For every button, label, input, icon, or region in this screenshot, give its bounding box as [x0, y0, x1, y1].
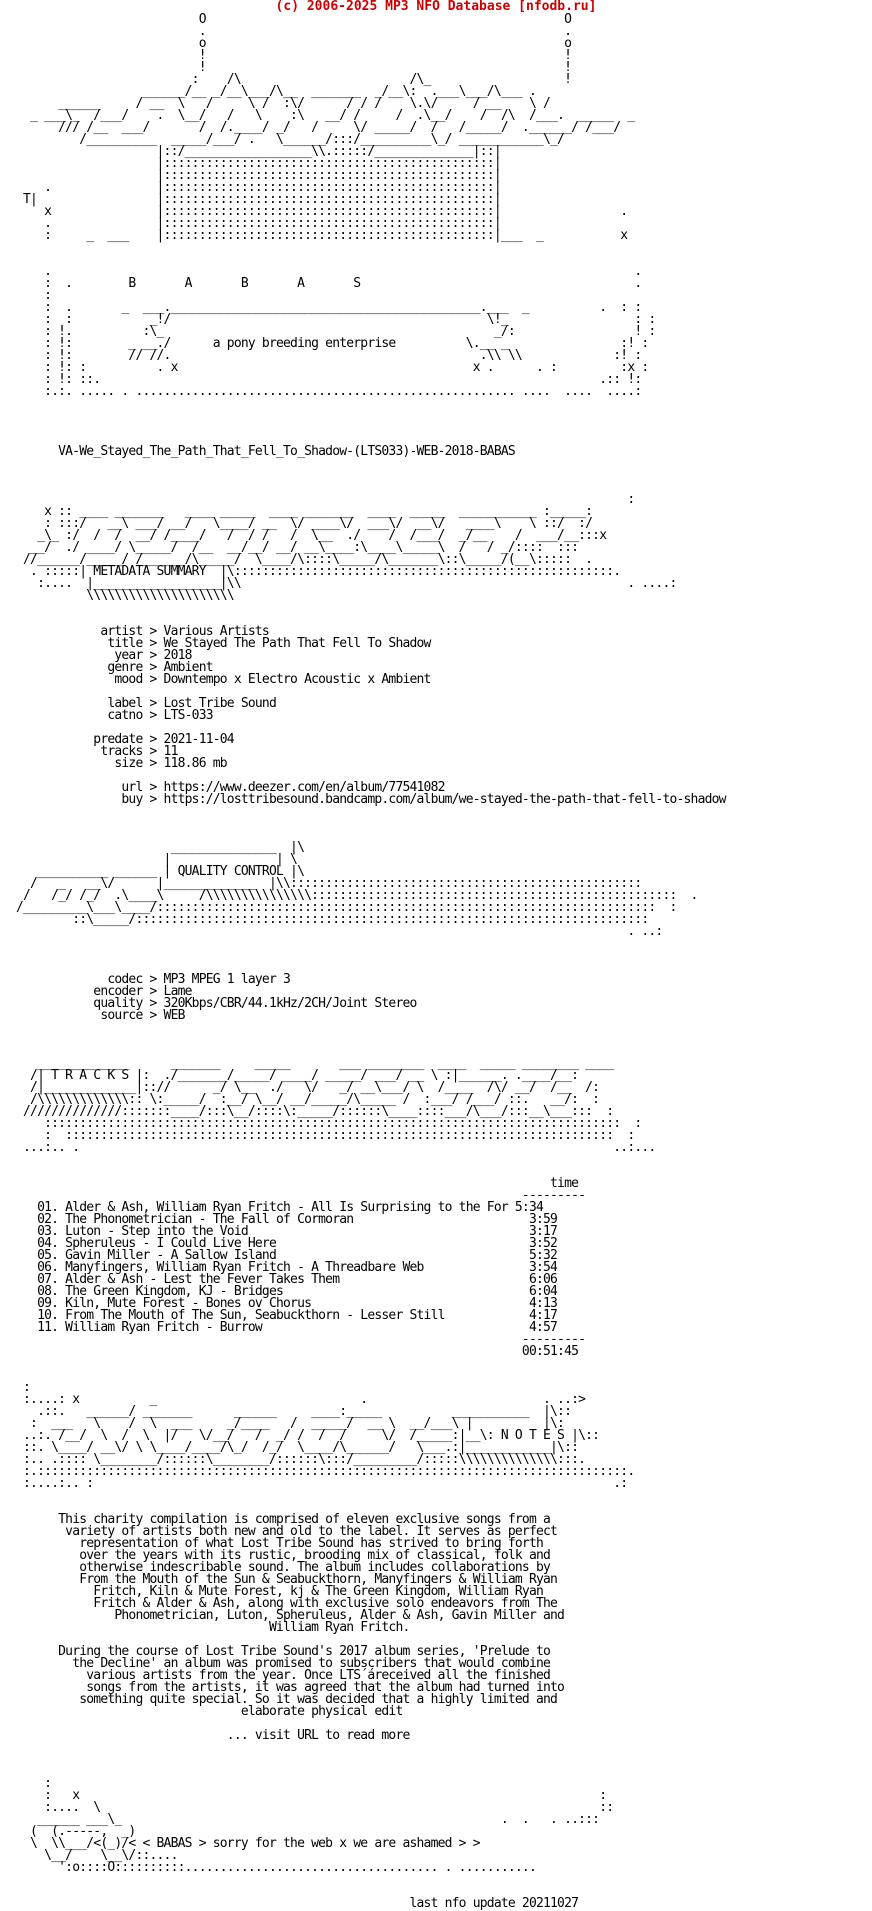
nfo-text: O O . . o o ! ! ! ! : /\ /\_ ! ______/__ _/__\___/\__ _______ _/__\: .___\___/\___ . ______ / __ \ / \ / :\/ / / / \.\/ / __ \ / _ ___\_ /___/ . \__/ / \ :\ __/ / / .\__/ / /\ /___. _____ _ /// /__ ___/ / /.____/ _/ / \/ _____/ / /_____/ .______/ /___/ /__________ _____/___/ . \______/:::/__________\_/ ____________\_/ |::/__________________\\.:::::/______________|::| |:::::::::::::::::::::::::::::::::::::::::::::::| |:::::::::::::::::::::::::::::::::::::::::::::::| . |:::::::::::::::::::::::::::::::::::::::::::::::| T| |:::::::::::::::::::::::::::::::::::::::::::::::| x |:::::::::::::::::::::::::::::::::::::::::::::::| . . |:::::::::::::::::::::::::::::::::::::::::::::::| : _ ___ |:::::::::::::::::::::::::::::::::::::::::::::::|___ _ x . . : . B A B A S . : : . _ ___.____________________________________________.___ _ . : : : : _!/ \!_ : : : !. :\_ _/: ! : : !: _ __./ a pony breeding enterprise \.__ _ :! : : !: // //. .\\ \\ :! : : !: : . x x . . : :x : : !: ::. .:: !: :.:. ..... . ...................................................... .... .... ....: VA-We_Stayed_The_Path_That_Fell_To_Shadow-(LTS033)-WEB-2018-BABAS : x :: ____ _______ ____ _____ ____ _______ ____ _____ ___________ :_____: : :::/ __\ ___/ __/ \____/ __ \/ ____\/ ___\/ __\/ ____\ \ ::/ :/ _\_ :/ / / __/ /____/ / / / / \__ ./ / /___/ _/__ / ___/__:::x __/ ./ ____/ \_____/ /__ __/__/ __/ __\____:\____\_____\ / / _/:::: ::: //______/_____/ /______/\_____/ \____/\::::\_____/\_______\::\_____/(__\::::: . . :::::| METADATA SUMMARY |\::::::::::::::::::::::::::::::::::::::::::::::::::::::. :.... |__________________|\\ . ....: \\\\\\\\\\\\\\\\\\\\\ artist > Various Artists title > We Stayed The Path That Fell To Shadow year > 2018 genre > Ambient mood > Downtempo x Electro Acoustic x Ambient label > Lost Tribe Sound catno > LTS-033 predate > 2021-11-04 tracks > 11 size > 118.86 mb url > https://www.deezer.com/en/album/77541082 buy > https://losttribesound.bandcamp.com/album/we-stayed-the-path-that-fell-to-shadow _______________ |\ | | \ __________ ______ | QUALITY CONTROL |\ / _ __\/ |_____________ |\\:::::::::::::::::::::::::::::::::::::::::::::::::: / /_/ /_/ .\____\ /\\\\\\\\\\\\\\\:::::::::::::::::::::::::::::::::::::::::::::::::::: . /_________\___\____/::::::::::::::::::::::::::::::::::::::::::::::::::::::::::::::::::::::: : ::\_____/::::::::::::::::::::::::::::::::::::::::::::::::::::::::::::::::::::::::: . ..: codec > MP3 MPEG 1 layer 3 encoder > Lame quality > 320Kbps/CBR/44.1kHz/2CH/Joint Stereo source > WEB _____________ _______ _____ ___ ________ ____ _____ ________ ____ /| T R A C K S |: ./_______/_____/ ____/ _____/ ___/ __ \ :|______. .____/__: /|_____________|::// _/ \__ ./ \/ _/ __\___/ \ /____ /\/ __/ /__ /: /\\\\\\\\\\\\\:: \:_____/ :__/ \__/ __/_____/\_____ / :___/ /___/ ::. __/: : //////////////:::::::____/:::\__/::::\:_____/::::::\____::::___/\___/:::__\___::: : :::::::::::::::::::::::::::::::::::::::::::::::::::::::::::::::::::::::::::::::::: : : :::::::::::::::::::::::::::::::::::::::::::::::::::::::::::::::::::::::::::::: : ...:.. . ..:... time --------- 01. Alder & Ash, William Ryan Fritch - All Is Surprising to the For 5:34 02. The Phonometrician - The Fall of Cormoran 3:59 03. Luton - Step into the Void 3:17 04. Spheruleus - I Could Live Here 3:52 05. Gavin Miller - A Sallow Island 5:32 06. Manyfingers, William Ryan Fritch - A Threadbare Web 3:54 07. Alder & Ash - Lest the Fever Takes Them 6:06 08. The Green Kingdom, KJ - Bridges 6:04 09. Kiln, Mute Forest - Bones ov Chorus 4:13 10. From The Mouth of The Sun, Seabuckthorn - Lesser Still 4:17 11. William Ryan Fritch - Burrow 4:57 --------- 00:51:45 : :....: x _ . . ..:> .::. ______/ _______ ______ ____:_____ ___________ |\:: : ___ \ / \ ___ _/____ / _____/ __ \ __/___\ | |\: ..:. /__/ \ / \ |/ \/__/ / _/ / / / \/ /_____:|__\: N O T E S |\:: ::. \____/ __\/ \ \____/____/\_/ /_/ \____/\______/ \___.:|____________|\:: :.. .:::: \________/::::::\________/::::::\:::/_________/:::::\\\\\\\\\\\\\\:::. :.::::::::::::::::::::::::::::::::::::::::::::::::::::::::::::::::::::::::::::::::::::. :....:.. : .: This charity compilation is comprised of eleven exclusive songs from a variety of artists both new and old to the label. It serves as perfect representation of what Lost Tribe Sound has strived to bring forth over the years with its rustic, brooding mix of classical, folk and otherwise indescribable sound. The album includes collaborations by From the Mouth of the Sun & Seabuckthorn, Manyfingers & William Ryan Fritch, Kiln & Mute Forest, kj & The Green Kingdom, William Ryan Fritch & Alder & Ash, along with exclusive solo endeavors from The Phonometrician, Luton, Spheruleus, Alder & Ash, Gavin Miller and William Ryan Fritch. During the course of Lost Tribe Sound's 2017 album series, 'Prelude to the Decline' an album was promised to subscribers that would combine various artists from the year. Once LTS´áreceived all the finished songs from the artists, it was agreed that the album had turned into something quite special. So it was decided that a highly limited and elaborate physical edit ... visit URL to read more : : x : :.... \ :: ______ ___\_ . . . ..::: ( (.-----, _) \ \\___/<(_)/< < BABAS > sorry for the web x we are ashamed > > \__/ \__\/::.... ':o::::O::::::::::.................................... . ........... last nfo update 20211027 — [16, 12, 726, 1911]
copyright-banner: (c) 2006-2025 MP3 NFO Database [nfodb.ru] — [275, 0, 597, 14]
